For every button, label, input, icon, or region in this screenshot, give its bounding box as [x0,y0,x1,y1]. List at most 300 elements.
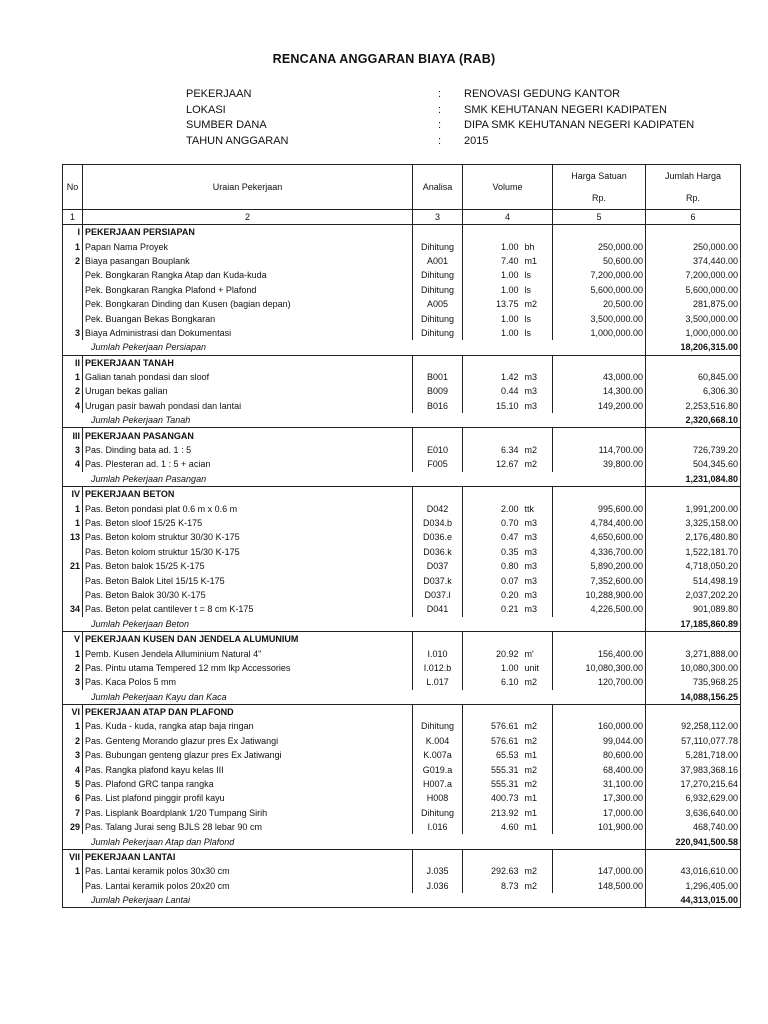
item-analisa: J.035 [413,864,463,878]
table-row [63,719,741,733]
item-description: Papan Nama Proyek [83,239,413,253]
item-description: Pas. Beton Balok Litel 15/15 K-175 [83,573,413,587]
subtotal-value: 44,313,015.00 [646,893,741,908]
item-unit-price: 148,500.00 [553,879,646,893]
item-unit-price: 31,100.00 [553,777,646,791]
item-unit-price: 160,000.00 [553,719,646,733]
item-total: 17,270,215.64 [646,777,741,791]
item-unit: m3 [523,559,553,573]
item-volume: 292.63 [463,864,523,878]
item-total: 281,875.00 [646,297,741,311]
item-volume: 8.73 [463,879,523,893]
item-unit-price: 80,600.00 [553,748,646,762]
section-title: PEKERJAAN BETON [83,487,413,502]
column-number: 6 [646,210,741,225]
item-number: 21 [63,559,83,573]
item-description: Pek. Bongkaran Dinding dan Kusen (bagian depan) [83,297,413,311]
section-header-row [63,487,741,502]
item-description: Pas. Dinding bata ad. 1 : 5 [83,443,413,457]
item-total: 57,110,077.78 [646,734,741,748]
empty-cell [553,631,646,646]
item-number: 4 [63,762,83,776]
info-label: SUMBER DANA [186,119,267,131]
item-total: 37,983,368.16 [646,762,741,776]
item-unit: unit [523,661,553,675]
item-total: 1,522,181.70 [646,545,741,559]
subtotal-label: Jumlah Pekerjaan Pasangan [63,472,646,487]
item-volume: 1.00 [463,311,523,325]
item-volume: 6.34 [463,443,523,457]
column-number: 3 [413,210,463,225]
item-analisa: Dihitung [413,239,463,253]
rab-table [62,164,741,908]
item-number [63,879,83,893]
item-volume: 13.75 [463,297,523,311]
item-total: 2,037,202.20 [646,588,741,602]
item-volume: 0.44 [463,384,523,398]
info-label: LOKASI [186,103,226,116]
item-number [63,268,83,282]
item-number: 2 [63,254,83,268]
header-uraian: Uraian Pekerjaan [83,165,413,210]
section-number: I [63,225,83,240]
item-number: 13 [63,530,83,544]
item-unit: m2 [523,879,553,893]
item-number: 29 [63,820,83,834]
item-total: 60,845.00 [646,370,741,384]
item-unit-price: 156,400.00 [553,646,646,660]
item-unit-price: 3,500,000.00 [553,311,646,325]
item-total: 735,968.25 [646,675,741,689]
item-unit: m1 [523,748,553,762]
item-number [63,283,83,297]
item-description: Pas. Kaca Polos 5 mm [83,675,413,689]
column-number: 1 [63,210,83,225]
section-number: V [63,631,83,646]
item-unit: ls [523,268,553,282]
table-row [63,573,741,587]
info-value: SMK KEHUTANAN NEGERI KADIPATEN [464,103,667,116]
item-unit: m1 [523,820,553,834]
item-number: 4 [63,399,83,413]
item-description: Biaya Administrasi dan Dokumentasi [83,326,413,340]
item-description: Pas. Beton kolom struktur 30/30 K-175 [83,530,413,544]
table-row [63,516,741,530]
item-analisa: D037.l [413,588,463,602]
item-unit-price: 5,600,000.00 [553,283,646,297]
subtotal-label: Jumlah Pekerjaan Beton [63,617,646,632]
empty-cell [553,704,646,719]
table-row [63,268,741,282]
item-volume: 2.00 [463,501,523,515]
empty-cell [553,487,646,502]
item-unit: m2 [523,443,553,457]
item-unit: m1 [523,806,553,820]
item-unit-price: 5,890,200.00 [553,559,646,573]
item-unit-price: 101,900.00 [553,820,646,834]
item-total: 5,600,000.00 [646,283,741,297]
item-unit: m3 [523,384,553,398]
subtotal-row [63,340,741,355]
item-number: 3 [63,748,83,762]
subtotal-label: Jumlah Pekerjaan Persiapan [63,340,646,355]
empty-cell [553,355,646,370]
item-number [63,311,83,325]
item-analisa: D036.k [413,545,463,559]
item-analisa: Dihitung [413,311,463,325]
section-number: VII [63,849,83,864]
table-row [63,443,741,457]
item-description: Pek. Bongkaran Rangka Plafond + Plafond [83,283,413,297]
item-unit-price: 120,700.00 [553,675,646,689]
item-number [63,297,83,311]
item-number: 1 [63,239,83,253]
item-volume: 213.92 [463,806,523,820]
item-unit-price: 17,300.00 [553,791,646,805]
section-number: III [63,428,83,443]
item-analisa: Dihitung [413,806,463,820]
item-description: Galian tanah pondasi dan sloof [83,370,413,384]
item-total: 468,740.00 [646,820,741,834]
header-harga-satuan-rp: Rp. [553,187,646,210]
item-total: 1,296,405.00 [646,879,741,893]
item-analisa: I.012.b [413,661,463,675]
info-colon: : [438,134,442,147]
item-total: 504,345.60 [646,457,741,471]
item-unit-price: 147,000.00 [553,864,646,878]
item-number: 1 [63,370,83,384]
item-volume: 1.00 [463,326,523,340]
table-row [63,384,741,398]
item-description: Urugan pasir bawah pondasi dan lantai [83,399,413,413]
item-description: Pas. Beton pelat cantilever t = 8 cm K-175 [83,602,413,616]
item-volume: 1.00 [463,239,523,253]
item-unit-price: 149,200.00 [553,399,646,413]
section-header-row [63,631,741,646]
item-unit-price: 7,200,000.00 [553,268,646,282]
item-volume: 1.00 [463,268,523,282]
item-description: Pas. Kuda - kuda, rangka atap baja ringan [83,719,413,733]
item-analisa: D037.k [413,573,463,587]
empty-cell [413,487,463,502]
item-unit: m3 [523,573,553,587]
section-header-row [63,428,741,443]
table-row [63,791,741,805]
item-total: 2,176,480.80 [646,530,741,544]
item-volume: 576.61 [463,719,523,733]
item-analisa: L.017 [413,675,463,689]
item-unit-price: 99,044.00 [553,734,646,748]
item-volume: 555.31 [463,762,523,776]
item-analisa: G019.a [413,762,463,776]
table-row [63,806,741,820]
empty-cell [646,487,741,502]
empty-cell [413,355,463,370]
item-analisa: D042 [413,501,463,515]
empty-cell [413,428,463,443]
item-analisa: F005 [413,457,463,471]
item-total: 901,089.80 [646,602,741,616]
item-unit: m3 [523,399,553,413]
item-number: 2 [63,734,83,748]
info-colon: : [438,119,442,131]
empty-cell [463,849,523,864]
item-unit-price: 995,600.00 [553,501,646,515]
item-unit-price: 4,226,500.00 [553,602,646,616]
table-row [63,820,741,834]
table-row [63,646,741,660]
section-title: PEKERJAAN ATAP DAN PLAFOND [83,704,413,719]
item-number: 1 [63,646,83,660]
item-unit-price: 4,784,400.00 [553,516,646,530]
item-volume: 400.73 [463,791,523,805]
item-description: Biaya pasangan Bouplank [83,254,413,268]
empty-cell [413,704,463,719]
item-volume: 1.00 [463,283,523,297]
item-unit: m3 [523,588,553,602]
column-number: 5 [553,210,646,225]
item-analisa: A001 [413,254,463,268]
item-analisa: Dihitung [413,326,463,340]
empty-cell [463,487,523,502]
item-analisa: I.016 [413,820,463,834]
item-unit: m2 [523,675,553,689]
section-title: PEKERJAAN TANAH [83,355,413,370]
item-total: 1,991,200.00 [646,501,741,515]
column-number: 4 [463,210,553,225]
item-description: Pas. Plafond GRC tanpa rangka [83,777,413,791]
item-number: 6 [63,791,83,805]
subtotal-row [63,413,741,428]
item-volume: 1.00 [463,661,523,675]
item-total: 5,281,718.00 [646,748,741,762]
item-analisa: D041 [413,602,463,616]
item-number: 1 [63,864,83,878]
item-analisa: D037 [413,559,463,573]
table-row [63,602,741,616]
item-number: 7 [63,806,83,820]
item-unit: m3 [523,545,553,559]
header-row-1 [63,165,741,188]
item-unit: m2 [523,777,553,791]
item-description: Pas. Pintu utama Tempered 12 mm lkp Accessories [83,661,413,675]
table-row [63,254,741,268]
empty-cell [413,849,463,864]
table-row [63,457,741,471]
item-unit: m2 [523,719,553,733]
item-unit: ls [523,326,553,340]
item-total: 514,498.19 [646,573,741,587]
item-total: 6,306.30 [646,384,741,398]
table-row [63,777,741,791]
item-analisa: A005 [413,297,463,311]
item-volume: 20.92 [463,646,523,660]
item-analisa: B001 [413,370,463,384]
item-description: Pek. Buangan Bekas Bongkaran [83,311,413,325]
empty-cell [463,428,523,443]
item-unit-price: 43,000.00 [553,370,646,384]
item-total: 3,500,000.00 [646,311,741,325]
item-total: 10,080,300.00 [646,661,741,675]
item-unit: m' [523,646,553,660]
item-volume: 0.21 [463,602,523,616]
item-unit-price: 14,300.00 [553,384,646,398]
item-unit: bh [523,239,553,253]
item-volume: 7.40 [463,254,523,268]
item-unit-price: 10,080,300.00 [553,661,646,675]
subtotal-label: Jumlah Pekerjaan Atap dan Plafond [63,834,646,849]
item-description: Urugan bekas galian [83,384,413,398]
item-description: Pek. Bongkaran Rangka Atap dan Kuda-kuda [83,268,413,282]
item-unit: ls [523,311,553,325]
table-row [63,326,741,340]
item-unit-price: 20,500.00 [553,297,646,311]
item-description: Pas. Beton kolom struktur 15/30 K-175 [83,545,413,559]
item-total: 3,636,640.00 [646,806,741,820]
column-number-row [63,210,741,225]
subtotal-row [63,617,741,632]
item-total: 6,932,629.00 [646,791,741,805]
empty-cell [463,225,523,240]
empty-cell [553,225,646,240]
section-number: VI [63,704,83,719]
item-total: 3,325,158.00 [646,516,741,530]
table-row [63,661,741,675]
item-analisa: I.010 [413,646,463,660]
item-unit-price: 39,800.00 [553,457,646,471]
empty-cell [646,849,741,864]
empty-cell [463,704,523,719]
item-number: 34 [63,602,83,616]
table-row [63,297,741,311]
section-title: PEKERJAAN KUSEN DAN JENDELA ALUMUNIUM [83,631,413,646]
header-jumlah-harga-rp: Rp. [646,187,741,210]
empty-cell [523,355,553,370]
subtotal-row [63,834,741,849]
item-total: 4,718,050.20 [646,559,741,573]
section-number: II [63,355,83,370]
subtotal-value: 220,941,500.58 [646,834,741,849]
item-volume: 0.47 [463,530,523,544]
item-total: 43,016,610.00 [646,864,741,878]
item-unit: m1 [523,791,553,805]
item-number: 3 [63,675,83,689]
table-row [63,762,741,776]
item-unit: m3 [523,602,553,616]
item-unit: m3 [523,530,553,544]
table-row [63,239,741,253]
item-volume: 4.60 [463,820,523,834]
info-value: DIPA SMK KEHUTANAN NEGERI KADIPATEN [464,119,695,131]
item-total: 374,440.00 [646,254,741,268]
item-unit: ttk [523,501,553,515]
table-row [63,530,741,544]
item-total: 1,000,000.00 [646,326,741,340]
item-unit: m2 [523,864,553,878]
item-analisa: Dihitung [413,268,463,282]
table-row [63,311,741,325]
item-unit: m1 [523,254,553,268]
item-volume: 65.53 [463,748,523,762]
header-analisa: Analisa [413,165,463,210]
item-analisa: D036.e [413,530,463,544]
section-header-row [63,225,741,240]
item-description: Pas. Plesteran ad. 1 : 5 + acian [83,457,413,471]
empty-cell [413,225,463,240]
item-analisa: K.007a [413,748,463,762]
item-unit: m3 [523,370,553,384]
item-total: 2,253,516.80 [646,399,741,413]
item-volume: 0.35 [463,545,523,559]
item-unit-price: 50,600.00 [553,254,646,268]
subtotal-value: 14,088,156.25 [646,690,741,705]
item-number: 1 [63,516,83,530]
item-volume: 0.20 [463,588,523,602]
item-analisa: B016 [413,399,463,413]
item-analisa: E010 [413,443,463,457]
empty-cell [646,704,741,719]
column-number: 2 [83,210,413,225]
empty-cell [523,849,553,864]
header-no: No [63,165,83,210]
item-description: Pas. Beton sloof 15/25 K-175 [83,516,413,530]
table-row [63,399,741,413]
subtotal-value: 17,185,860.89 [646,617,741,632]
subtotal-row [63,472,741,487]
empty-cell [463,631,523,646]
document-title: RENCANA ANGGARAN BIAYA (RAB) [272,52,496,66]
empty-cell [523,225,553,240]
table-row [63,864,741,878]
header-harga-satuan: Harga Satuan [553,165,646,188]
info-value: 2015 [464,134,489,147]
header-jumlah-harga: Jumlah Harga [646,165,741,188]
table-row [63,734,741,748]
info-label: TAHUN ANGGARAN [186,134,289,147]
item-analisa: H008 [413,791,463,805]
subtotal-row [63,690,741,705]
subtotal-label: Jumlah Pekerjaan Kayu dan Kaca [63,690,646,705]
item-unit-price: 250,000.00 [553,239,646,253]
empty-cell [413,631,463,646]
section-title: PEKERJAAN PERSIAPAN [83,225,413,240]
subtotal-label: Jumlah Pekerjaan Tanah [63,413,646,428]
item-total: 92,258,112.00 [646,719,741,733]
item-unit-price: 7,352,600.00 [553,573,646,587]
item-analisa: Dihitung [413,719,463,733]
item-volume: 12.67 [463,457,523,471]
item-analisa: H007.a [413,777,463,791]
info-colon: : [438,103,442,116]
item-unit: m2 [523,297,553,311]
empty-cell [646,355,741,370]
item-unit-price: 68,400.00 [553,762,646,776]
item-analisa: B009 [413,384,463,398]
item-volume: 1.42 [463,370,523,384]
empty-cell [553,428,646,443]
empty-cell [646,225,741,240]
subtotal-value: 1,231,084.80 [646,472,741,487]
item-description: Pas. Beton Balok 30/30 K-175 [83,588,413,602]
item-number: 3 [63,443,83,457]
item-description: Pas. Lisplank Boardplank 1/20 Tumpang Sirih [83,806,413,820]
item-number [63,545,83,559]
empty-cell [646,631,741,646]
section-number: IV [63,487,83,502]
item-description: Pas. Bubungan genteng glazur pres Ex Jatiwangi [83,748,413,762]
header-volume: Volume [463,165,553,210]
item-unit: m3 [523,516,553,530]
